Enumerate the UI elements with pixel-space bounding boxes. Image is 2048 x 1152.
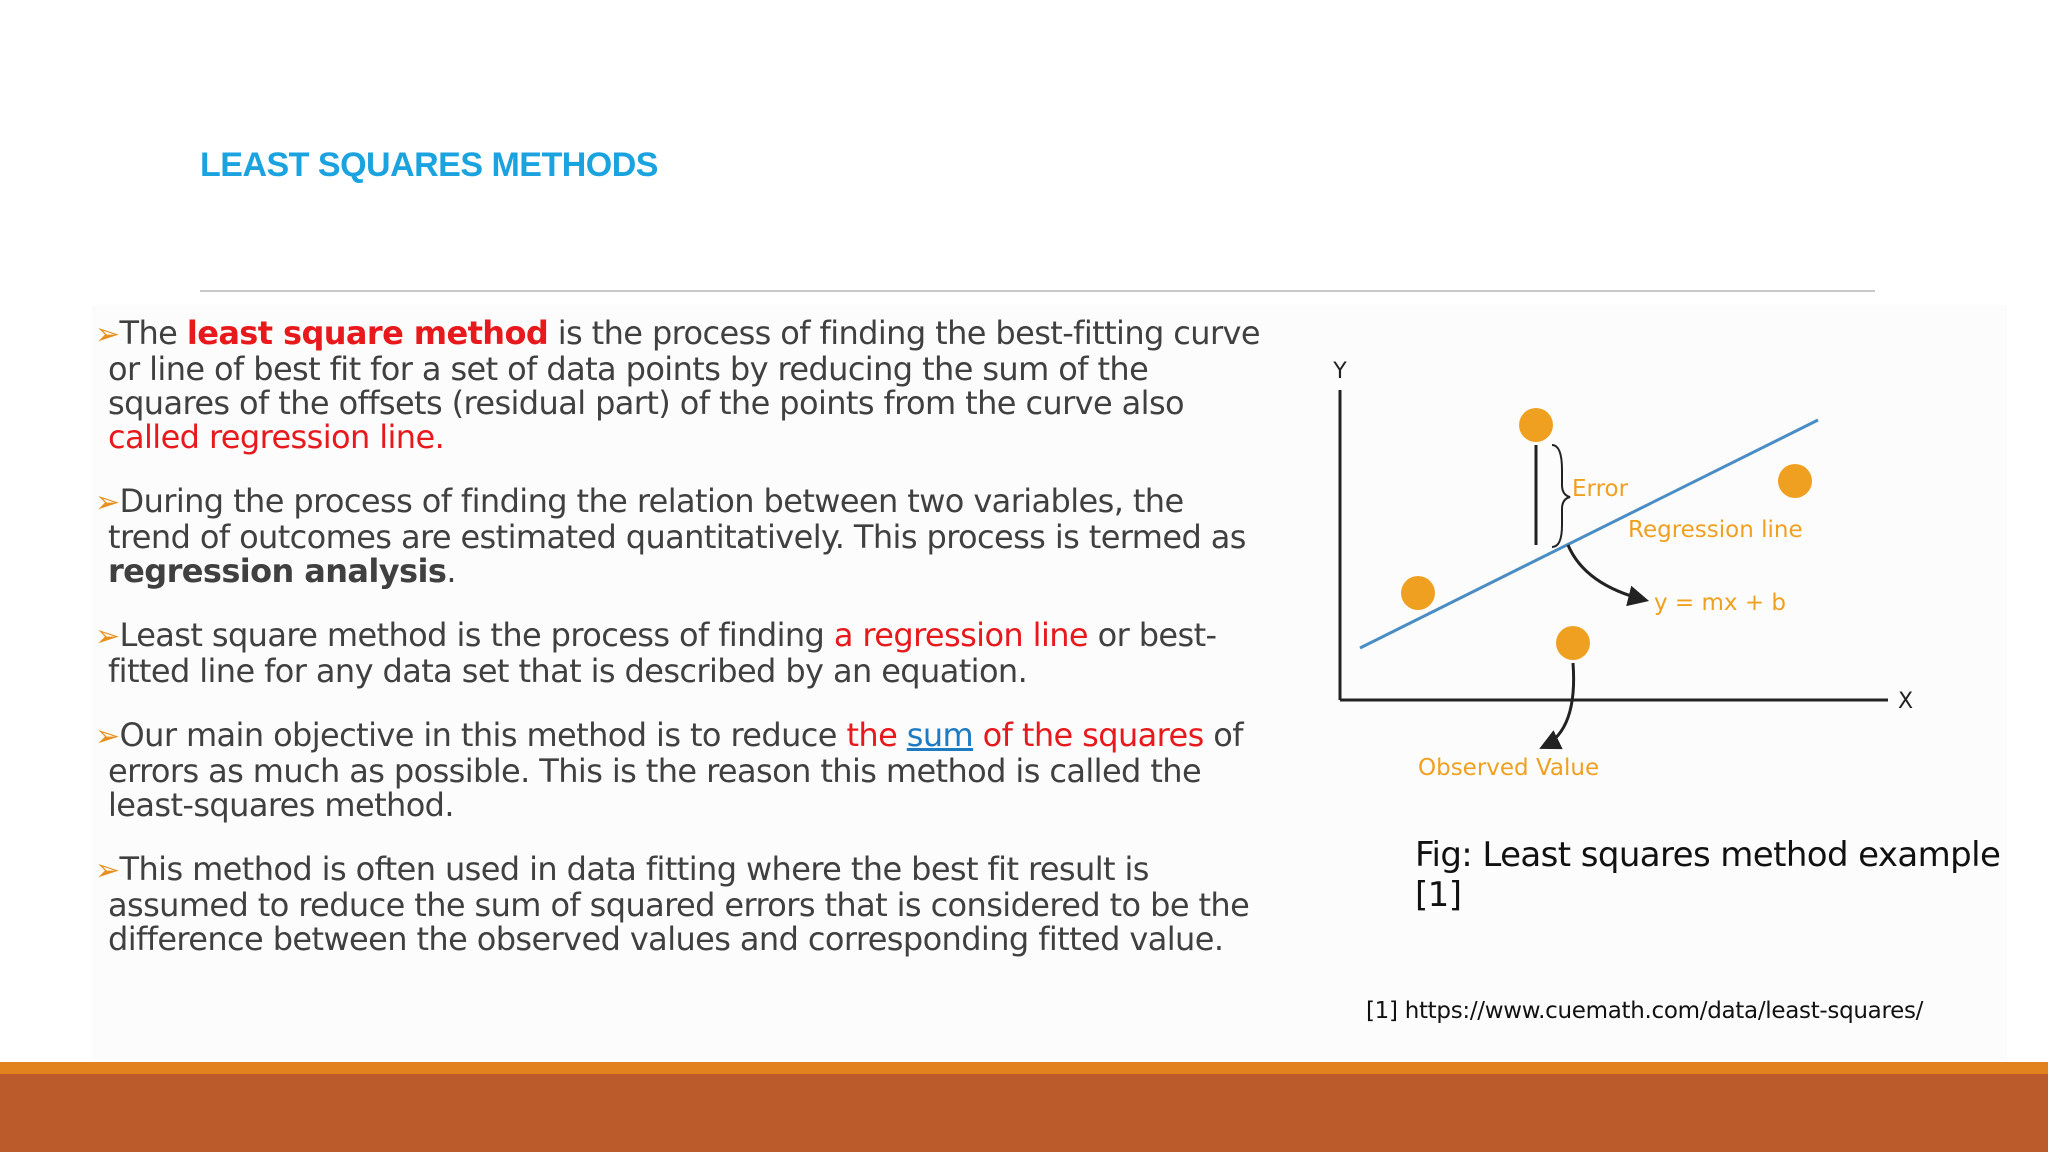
highlight-term: the: [846, 716, 907, 754]
data-point: [1778, 464, 1812, 498]
highlight-term: of the squares: [973, 716, 1204, 754]
y-axis-label: Y: [1333, 359, 1347, 384]
arrow-bullet-icon: ➢: [95, 719, 120, 754]
footer-band: [0, 1074, 2048, 1152]
bullet-item: ➢This method is often used in data fitting where the best fit result is assumed to reduce the sum of squared errors that is considered to be the difference between the observed values and corresponding fitted value.: [95, 850, 1250, 958]
arrow-bullet-icon: ➢: [95, 317, 120, 352]
observed-value-label: Observed Value: [1418, 755, 1600, 781]
bullet-item: ➢During the process of finding the relation between two variables, the trend of outcomes are estimated quantitatively. This process is termed as regression analysis.: [95, 482, 1246, 590]
data-point: [1401, 576, 1435, 610]
highlight-term: a regression line: [833, 616, 1089, 654]
arrow-bullet-icon: ➢: [95, 853, 120, 888]
title-divider: [200, 290, 1875, 292]
x-axis-label: X: [1898, 689, 1914, 714]
equation-arrow: [1568, 545, 1645, 600]
regression-line-label: Regression line: [1628, 517, 1803, 543]
data-point: [1519, 408, 1553, 442]
footer-band-accent: [0, 1062, 2048, 1074]
highlight-term: called regression line.: [108, 418, 445, 456]
data-point: [1556, 626, 1590, 660]
slide-title: LEAST SQUARES METHODS: [200, 146, 658, 184]
bullet-list: [95, 316, 1275, 986]
arrow-bullet-icon: ➢: [95, 619, 120, 654]
equation-label: y = mx + b: [1654, 590, 1787, 616]
bullet-item: ➢The least square method is the process of finding the best-fitting curve or line of best fit for a set of data points by reducing the sum of the squares of the offsets (residual part) of the points from the curve also called regression line.: [95, 314, 1260, 456]
observed-arrow: [1543, 663, 1574, 747]
arrow-bullet-icon: ➢: [95, 485, 120, 520]
regression-figure: [1300, 345, 1940, 795]
error-label: Error: [1572, 476, 1629, 502]
bullet-item: ➢Least square method is the process of finding a regression line or best-fitted line for any data set that is described by an equation.: [95, 616, 1217, 690]
highlight-term: least square method: [186, 314, 549, 352]
bullet-item: ➢Our main objective in this method is to reduce the sum of the squares of errors as much as possible. This is the reason this method is called the least-squares method.: [95, 716, 1243, 824]
figure-caption: Fig: Least squares method example [1]: [1415, 835, 2001, 915]
reference-citation: [1] https://www.cuemath.com/data/least-squares/: [1366, 998, 1924, 1024]
error-brace: [1552, 445, 1570, 547]
sum-link[interactable]: sum: [906, 716, 974, 754]
bold-term: regression analysis: [108, 552, 447, 590]
